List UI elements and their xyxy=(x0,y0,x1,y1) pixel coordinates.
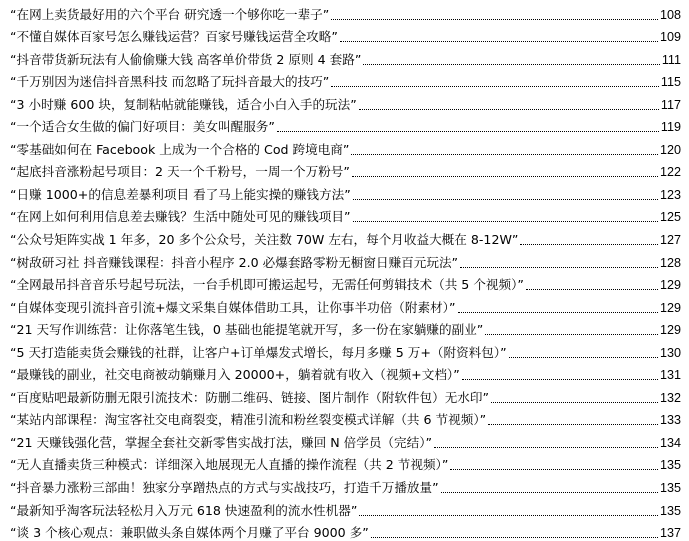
toc-entry[interactable] xyxy=(10,90,681,113)
toc-dot-leader xyxy=(526,289,658,290)
toc-dot-leader xyxy=(434,447,658,448)
toc-entry-title: “零基础如何在 Facebook 上成为一个合格的 Cod 跨境电商” xyxy=(10,141,350,157)
toc-entry[interactable] xyxy=(10,271,681,294)
toc-entry[interactable] xyxy=(10,428,681,451)
toc-dot-leader xyxy=(359,109,659,110)
toc-entry-title: “自媒体变现引流抖音引流+爆文采集自媒体借助工具，让你事半功倍（附素材）” xyxy=(10,299,456,315)
toc-entry-title: “抖音带货新玩法有人偷偷赚大钱 高客单价带货 2 原则 4 套路” xyxy=(10,51,362,67)
toc-entry[interactable] xyxy=(10,203,681,226)
toc-dot-leader xyxy=(353,199,658,200)
toc-entry-title: “无人直播卖货三种模式：详细深入地展现无人直播的操作流程（共 2 节视频）” xyxy=(10,457,449,473)
toc-dot-leader xyxy=(331,86,659,87)
toc-entry[interactable] xyxy=(10,23,681,46)
table-of-contents xyxy=(10,0,681,541)
toc-entry[interactable] xyxy=(10,473,681,496)
toc-entry[interactable] xyxy=(10,135,681,158)
toc-entry-title: “最新知乎淘客玩法轻松月入万元 618 快速盈利的流水性机器” xyxy=(10,502,358,518)
toc-entry-page-number: 108 xyxy=(659,7,681,22)
toc-dot-leader xyxy=(353,221,658,222)
toc-dot-leader xyxy=(363,64,660,65)
toc-entry-page-number: 117 xyxy=(660,97,681,112)
toc-entry-title: “百度贴吧最新防删无限引流技术：防删二维码、链接、图片制作（附软件包）无水印” xyxy=(10,389,490,405)
toc-entry-title: “在网上卖货最好用的六个平台 研究透一个够你吃一辈子” xyxy=(10,6,330,22)
toc-entry[interactable] xyxy=(10,383,681,406)
toc-entry[interactable] xyxy=(10,113,681,136)
toc-dot-leader xyxy=(458,312,658,313)
toc-entry-page-number: 125 xyxy=(659,210,681,225)
toc-dot-leader xyxy=(340,41,658,42)
toc-entry[interactable] xyxy=(10,451,681,474)
toc-entry-page-number: 123 xyxy=(659,187,681,202)
toc-entry[interactable] xyxy=(10,293,681,316)
toc-dot-leader xyxy=(351,154,658,155)
toc-entry-title: “在网上如何利用信息差去赚钱？生活中随处可见的赚钱项目” xyxy=(10,209,351,225)
toc-entry-page-number: 129 xyxy=(659,300,681,315)
toc-entry-page-number: 115 xyxy=(660,75,681,90)
toc-entry[interactable] xyxy=(10,406,681,429)
toc-dot-leader xyxy=(509,357,658,358)
toc-entry-page-number: 131 xyxy=(659,368,681,383)
toc-entry-title: “公众号矩阵实战 1 年多，20 多个公众号，关注数 70W 左右，每个月收益大概在 8-12W” xyxy=(10,232,519,248)
toc-entry-title: “一个适合女生做的偏门好项目：美女叫醒服务” xyxy=(10,119,275,135)
toc-entry-page-number: 135 xyxy=(659,458,681,473)
toc-entry-title: “3 小时赚 600 块，复制粘帖就能赚钱，适合小白入手的玩法” xyxy=(10,96,357,112)
toc-dot-leader xyxy=(491,402,658,403)
toc-entry[interactable] xyxy=(10,338,681,361)
toc-entry-page-number: 111 xyxy=(661,52,681,67)
toc-entry-page-number: 109 xyxy=(659,30,681,45)
toc-entry-title: “日赚 1000+的信息差暴利项目 看了马上能实操的赚钱方法” xyxy=(10,186,351,202)
toc-entry-title: “千万别因为迷信抖音黑科技 而忽略了玩抖音最大的技巧” xyxy=(10,74,330,90)
toc-dot-leader xyxy=(359,515,658,516)
toc-entry-title: “树敌研习社 抖音赚钱课程：抖音小程序 2.0 必爆套路零粉无橱窗日赚百元玩法” xyxy=(10,254,459,270)
toc-entry-title: “谈 3 个核心观点：兼职做头条自媒体两个月赚了平台 9000 多” xyxy=(10,525,369,541)
toc-entry-title: “5 天打造能卖货会赚钱的社群，让客户+订单爆发式增长，每月多赚 5 万+（附资料包）” xyxy=(10,344,507,360)
toc-entry-page-number: 135 xyxy=(659,503,681,518)
toc-entry-title: “不懂自媒体百家号怎么赚钱运营？百家号赚钱运营全攻略” xyxy=(10,29,338,45)
toc-entry-page-number: 129 xyxy=(659,278,681,293)
toc-entry-title: “某站内部课程：淘宝客社交电商裂变，精准引流和粉丝裂变模式详解（共 6 节视频）” xyxy=(10,412,487,428)
toc-dot-leader xyxy=(352,176,658,177)
toc-entry-title: “抖音暴力涨粉三部曲！独家分享蹭热点的方式与实战技巧，打造千万播放量” xyxy=(10,480,439,496)
toc-entry-title: “全网最吊抖音音乐号起号玩法，一台手机即可搬运起号，无需任何剪辑技术（共 5 个视频）” xyxy=(10,277,524,293)
toc-entry-title: “21 天写作训练营：让你落笔生钱，0 基础也能提笔就开写，多一份在家躺赚的副业” xyxy=(10,322,484,338)
toc-entry-page-number: 135 xyxy=(659,481,681,496)
toc-entry[interactable] xyxy=(10,248,681,271)
toc-dot-leader xyxy=(371,537,658,538)
toc-entry[interactable] xyxy=(10,316,681,339)
toc-dot-leader xyxy=(520,244,658,245)
toc-entry-page-number: 134 xyxy=(659,435,681,450)
toc-entry-title: “21 天赚钱强化营，掌握全套社交新零售实战打法，赚回 N 倍学员（完结）” xyxy=(10,434,433,450)
toc-entry-page-number: 137 xyxy=(659,526,681,541)
toc-dot-leader xyxy=(488,424,658,425)
toc-entry-page-number: 133 xyxy=(659,413,681,428)
toc-entry[interactable] xyxy=(10,225,681,248)
toc-entry[interactable] xyxy=(10,496,681,519)
toc-dot-leader xyxy=(450,469,658,470)
toc-entry-page-number: 120 xyxy=(659,142,681,157)
toc-entry-page-number: 127 xyxy=(659,233,681,248)
toc-dot-leader xyxy=(277,131,659,132)
toc-entry-page-number: 129 xyxy=(659,323,681,338)
toc-dot-leader xyxy=(485,334,658,335)
toc-entry[interactable] xyxy=(10,519,681,541)
toc-dot-leader xyxy=(331,19,658,20)
toc-entry-page-number: 132 xyxy=(659,390,681,405)
toc-entry[interactable] xyxy=(10,361,681,384)
toc-entry-page-number: 119 xyxy=(660,120,681,135)
toc-entry[interactable] xyxy=(10,0,681,23)
toc-dot-leader xyxy=(460,267,658,268)
toc-entry-title: “起底抖音涨粉起号项目：2 天一个千粉号，一周一个万粉号” xyxy=(10,164,350,180)
toc-entry[interactable] xyxy=(10,158,681,181)
toc-entry-page-number: 122 xyxy=(659,165,681,180)
toc-entry-page-number: 128 xyxy=(659,255,681,270)
toc-entry-page-number: 130 xyxy=(659,345,681,360)
toc-dot-leader xyxy=(441,492,658,493)
toc-entry-title: “最赚钱的副业，社交电商被动躺赚月入 20000+，躺着就有收入（视频+文档）” xyxy=(10,367,460,383)
toc-entry[interactable] xyxy=(10,180,681,203)
toc-dot-leader xyxy=(462,379,658,380)
toc-entry[interactable] xyxy=(10,68,681,91)
toc-entry[interactable] xyxy=(10,45,681,68)
